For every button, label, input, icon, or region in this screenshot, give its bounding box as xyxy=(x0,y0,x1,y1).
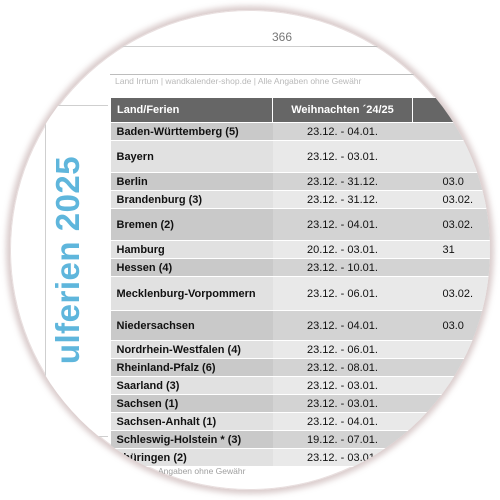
table-row xyxy=(111,377,491,395)
land-cell: Nordrhein-Westfalen (4) xyxy=(111,341,273,359)
next-holiday-cell: 31 xyxy=(413,241,491,259)
source-note: Land Irrtum | wandkalender-shop.de | Alle Angaben ohne Gewähr xyxy=(115,76,362,86)
table-row xyxy=(111,241,491,259)
next-holiday-cell xyxy=(413,123,491,141)
next-holiday-cell xyxy=(413,359,491,377)
table-row xyxy=(111,311,491,341)
table-row xyxy=(111,259,491,277)
land-cell: Saarland (3) xyxy=(111,377,273,395)
column-header-next xyxy=(413,98,491,123)
side-title: ulferien 2025 xyxy=(49,155,86,365)
weihnachten-cell: 23.12. - 31.12. xyxy=(273,173,413,191)
land-cell: Hamburg xyxy=(111,241,273,259)
table-row xyxy=(111,191,491,209)
table-row xyxy=(111,277,491,311)
next-holiday-cell xyxy=(413,341,491,359)
land-cell: Brandenburg (3) xyxy=(111,191,273,209)
next-holiday-cell xyxy=(413,431,491,449)
table-row xyxy=(111,209,491,241)
top-rule-right xyxy=(310,46,490,47)
next-holiday-cell: 03.02. xyxy=(413,209,491,241)
table-row xyxy=(111,413,491,431)
land-cell: Sachsen (1) xyxy=(111,395,273,413)
weihnachten-cell: 20.12. - 03.01. xyxy=(273,241,413,259)
weihnachten-cell: 23.12. - 04.01. xyxy=(273,311,413,341)
column-header-weihnachten: Weihnachten ´24/25 xyxy=(273,98,413,123)
land-cell: Mecklenburg-Vorpommern xyxy=(111,277,273,311)
land-cell: Baden-Württemberg (5) xyxy=(111,123,273,141)
land-cell: Bremen (2) xyxy=(111,209,273,241)
source-divider xyxy=(110,74,490,75)
next-holiday-cell: 03.0 xyxy=(413,311,491,341)
weihnachten-cell: 23.12. - 04.01. xyxy=(273,413,413,431)
land-cell: Rheinland-Pfalz (6) xyxy=(111,359,273,377)
land-cell: Sachsen-Anhalt (1) xyxy=(111,413,273,431)
table-row xyxy=(111,123,491,141)
next-holiday-cell xyxy=(413,395,491,413)
weihnachten-cell: 23.12. - 03.01. xyxy=(273,449,413,467)
table-header-row xyxy=(111,98,491,123)
weihnachten-cell: 19.12. - 07.01. xyxy=(273,431,413,449)
next-holiday-cell: 03.02. xyxy=(413,277,491,311)
magnifier-lens xyxy=(10,10,490,490)
land-cell: Schleswig-Holstein * (3) xyxy=(111,431,273,449)
weihnachten-cell: 23.12. - 08.01. xyxy=(273,359,413,377)
calendar-sheet xyxy=(10,10,490,490)
land-cell: Berlin xyxy=(111,173,273,191)
next-holiday-cell xyxy=(413,259,491,277)
table-body xyxy=(111,123,491,467)
land-cell: Thüringen (2) xyxy=(111,449,273,467)
column-header-land: Land/Ferien xyxy=(111,98,273,123)
land-cell: Niedersachsen xyxy=(111,311,273,341)
weihnachten-cell: 23.12. - 03.01. xyxy=(273,377,413,395)
next-holiday-cell xyxy=(413,141,491,173)
table-row xyxy=(111,141,491,173)
land-cell: Hessen (4) xyxy=(111,259,273,277)
weihnachten-cell: 23.12. - 03.01. xyxy=(273,395,413,413)
holiday-table xyxy=(110,97,490,467)
next-holiday-cell: 03.0 xyxy=(413,173,491,191)
table-row xyxy=(111,449,491,467)
weihnachten-cell: 23.12. - 03.01. xyxy=(273,141,413,173)
top-number: 366 xyxy=(272,30,293,44)
weihnachten-cell: 23.12. - 10.01. xyxy=(273,259,413,277)
bottom-note: Angaben ohne Gewähr xyxy=(158,466,246,476)
table-row xyxy=(111,341,491,359)
land-cell: Bayern xyxy=(111,141,273,173)
table-row xyxy=(111,359,491,377)
weihnachten-cell: 23.12. - 04.01. xyxy=(273,123,413,141)
weihnachten-cell: 23.12. - 31.12. xyxy=(273,191,413,209)
weihnachten-cell: 23.12. - 04.01. xyxy=(273,209,413,241)
table-row xyxy=(111,395,491,413)
table-row xyxy=(111,173,491,191)
next-holiday-cell xyxy=(413,413,491,431)
weihnachten-cell: 23.12. - 06.01. xyxy=(273,341,413,359)
next-holiday-cell xyxy=(413,449,491,467)
next-holiday-cell xyxy=(413,377,491,395)
weihnachten-cell: 23.12. - 06.01. xyxy=(273,277,413,311)
next-holiday-cell: 03.02. xyxy=(413,191,491,209)
table-row xyxy=(111,431,491,449)
